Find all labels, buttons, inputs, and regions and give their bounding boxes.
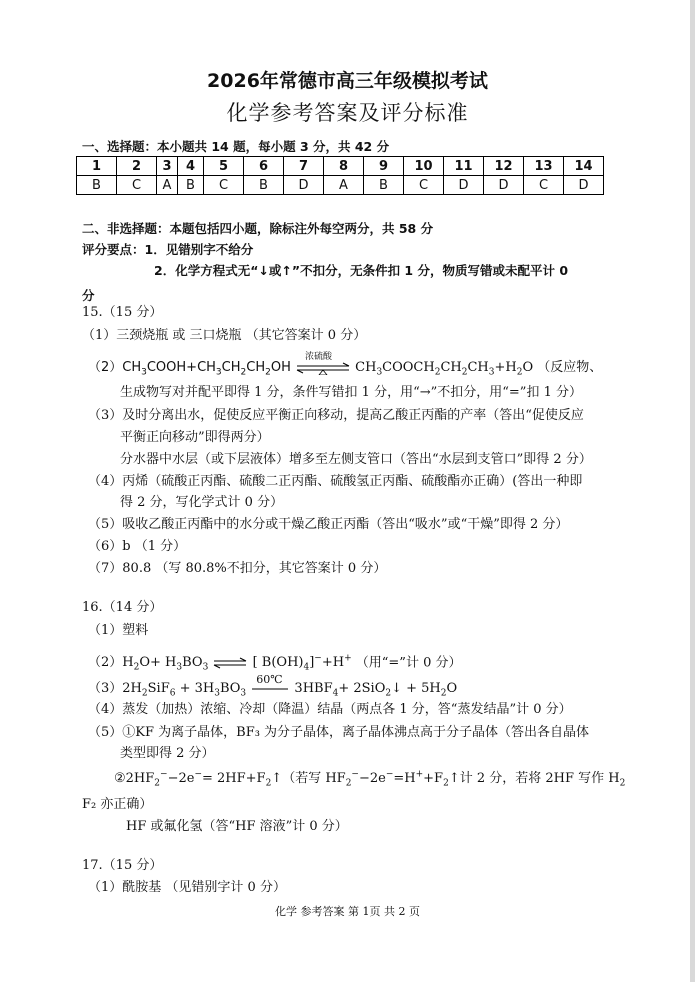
q16-line5b: 类型即得 2 分） [120,746,215,761]
reversible-arrow-icon [212,656,248,670]
condition-label: 浓硫酸 [305,351,333,362]
q-answer: A [157,176,178,195]
reaction-arrow-icon [250,672,290,696]
page-title: 2026年常德市高三年级模拟考试 [207,70,488,92]
q-number: 8 [324,157,364,176]
q-answer: A [324,176,364,195]
q15-line3: （3）及时分离出水，促使反应平衡正向移动，提高乙酸正丙酯的产率（答出“促使反应 [88,408,584,423]
q15-line7: （7）80.8 （写 80.8%不扣分，其它答案计 0 分） [88,561,387,576]
q-answer: C [524,176,564,195]
section2-heading: 二、非选择题：本题包括四小题，除标注外每空两分，共 58 分 [82,221,434,236]
q16-line4: （4）蒸发（加热）浓缩、冷却（降温）结晶（两点各 1 分，答“蒸发结晶”计 0 分） [88,702,572,717]
q15-line1: （1）三颈烧瓶 或 三口烧瓶 （其它答案计 0 分） [82,328,367,343]
q-number: 5 [204,157,244,176]
q-number: 7 [284,157,324,176]
q-answer: D [444,176,484,195]
q16-title: 16.（14 分） [82,600,163,615]
q15-line3b: 平衡正向移动”即得两分） [120,430,270,445]
q-number: 4 [178,157,204,176]
q16-line5d: F₂ 亦正确） [82,797,153,812]
page-edge [690,0,695,982]
q-number: 13 [524,157,564,176]
q16-line1: （1）塑料 [88,623,149,638]
q-answer: D [284,176,324,195]
q15-line2-tail: （反应物、 [537,360,603,375]
q16-line5: （5）①KF 为离子晶体，BF₃ 为分子晶体，离子晶体沸点高于分子晶体（答出各自晶体 [88,725,590,740]
q-answer: C [117,176,157,195]
answer-letter-row [77,176,604,195]
q16-equation-1: $(2)H_2O+ H_3BO_3$ [ $B(OH)_4]^-+H^+$ （用“=”计 0 分） [88,654,462,673]
q-number: 1 [77,157,117,176]
q15-line3c: 分水器中水层（或下层液体）增多至左侧支管口（答出“水层到支管口”即得 2 分） [120,452,592,467]
q17-title: 17.（15 分） [82,858,163,873]
q-number: 2 [117,157,157,176]
q-answer: B [244,176,284,195]
q15-line2b: 生成物写对并配平即得 1 分，条件写错扣 1 分，用“→”不扣分，用“=”扣 1 分） [120,385,582,400]
q-answer: C [404,176,444,195]
answer-table [76,156,604,195]
page-subtitle: 化学参考答案及评分标准 [226,101,469,125]
temperature-label: 60℃ [256,672,283,686]
q-number: 14 [564,157,604,176]
q15-line5: （5）吸收乙酸正丙酯中的水分或干燥乙酸正丙酯（答出“吸水”或“干燥”即得 2 分） [88,517,569,532]
answer-number-row [77,157,604,176]
q15-line4b: 得 2 分，写化学式计 0 分） [120,495,284,510]
scoring-rule-2: 2．化学方程式无“↓或↑”不扣分，无条件扣 1 分，物质写错或未配平计 0 [154,263,569,278]
q-answer: D [564,176,604,195]
q-answer: D [484,176,524,195]
page-footer: 化学 参考答案 第 1页 共 2 页 [275,905,420,918]
q16-equation-2: $(3)2H_2SiF_6 + 3H_3BO_3$ 60℃ $3HBF_4+$ 2SiO$_2$↓ + $5H_2O$ [88,672,458,699]
q-answer: B [77,176,117,195]
q-answer: B [364,176,404,195]
q15-line6: （6）b （1 分） [88,539,187,554]
q-number: 3 [157,157,178,176]
q16-equation-3: $②2HF_2^--2e^-=$ $2HF+F_2↑$（若写 $HF_2^--2e^-=H^++F_2↑$计 2 分，若将 2HF 写作 $H_2$ [114,770,626,789]
reversible-arrow-icon [295,351,351,375]
q17-line1: （1）酰胺基 （见错别字计 0 分） [88,880,286,895]
scoring-rule-1: 评分要点：1．见错别字不给分 [82,242,254,257]
q-number: 9 [364,157,404,176]
q15-title: 15.（15 分） [82,305,163,320]
q-answer: C [204,176,244,195]
q-number: 6 [244,157,284,176]
q16-line5e: HF 或氟化氢（答“HF 溶液”计 0 分） [126,819,348,834]
q-number: 11 [444,157,484,176]
section1-heading: 一、选择题：本小题共 14 题，每小题 3 分，共 42 分 [82,139,390,154]
q15-line4: （4）丙烯（硫酸正丙酯、硫酸二正丙酯、硫酸氢正丙酯、硫酸酯亦正确）(答出一种即 [88,474,583,489]
q-number: 10 [404,157,444,176]
q-number: 12 [484,157,524,176]
q15-equation: $(2)CH_3COOH+CH_3CH_2CH_2OH$ 浓硫酸 $CH_3COOCH_2CH_2CH_3+H_2O$ （反应物、 [88,360,602,381]
q-answer: B [178,176,204,195]
scoring-rule-2-cont: 分 [82,288,95,303]
q16-line2-note: （用“=”计 0 分） [355,655,462,671]
